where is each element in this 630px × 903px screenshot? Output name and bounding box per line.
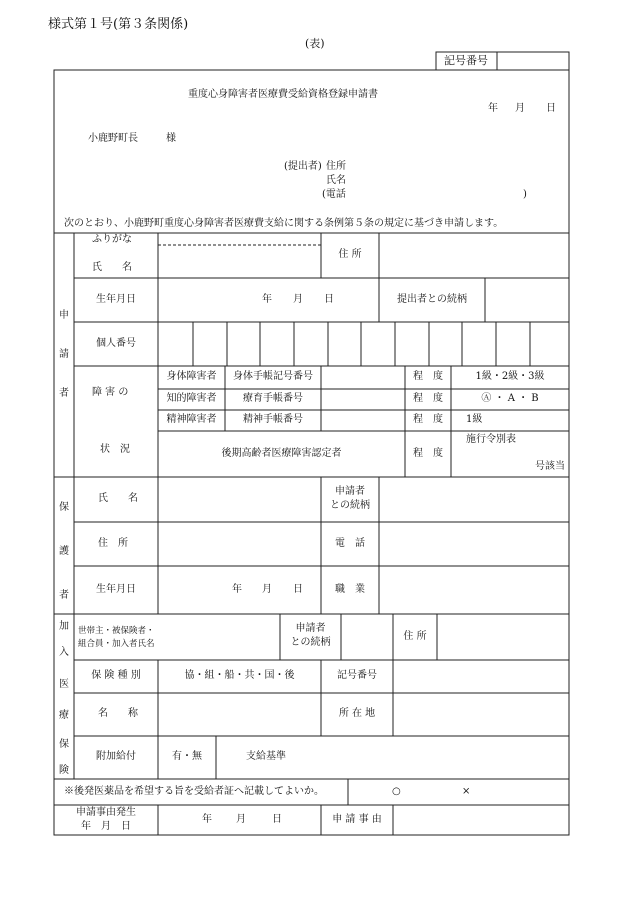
section-label-insurance-1: 加 <box>59 621 69 632</box>
guardian-occupation-label: 職 業 <box>335 584 365 595</box>
submitter-address-label: 住所 <box>326 161 346 172</box>
date-year: 年 <box>488 103 498 114</box>
date-day: 日 <box>546 103 556 114</box>
relation-to-submitter-label: 提出者との続柄 <box>397 294 467 305</box>
physical-book-label: 身体手帳記号番号 <box>233 371 313 382</box>
section-label-applicant-3: 者 <box>59 388 69 399</box>
guardian-relation-label-2: との続柄 <box>330 500 370 511</box>
additional-benefit-options: 有・無 <box>172 751 202 762</box>
application-reason-label: 申 請 事 由 <box>332 814 382 825</box>
physical-grade-options: 1級・2級・3級 <box>475 371 545 382</box>
my-number-label: 個人番号 <box>96 338 136 349</box>
applicant-address-label: 住 所 <box>338 249 362 260</box>
mental-grade-options: 1級 <box>466 414 483 425</box>
guardian-birth-month: 月 <box>262 584 272 595</box>
guardian-name-label: 氏 名 <box>98 493 138 504</box>
insurer-location-label: 所 在 地 <box>338 708 376 719</box>
insured-holder-label-1: 世帯主・被保険者・ <box>78 626 155 636</box>
section-label-insurance-3: 医 <box>59 679 69 690</box>
guardian-birth-label: 生年月日 <box>96 584 136 595</box>
form-number: 様式第１号(第３条関係) <box>48 17 189 32</box>
submitter-name-label: 氏名 <box>326 175 346 186</box>
page-side-label: (表) <box>305 37 325 50</box>
applicant-birth-day: 日 <box>324 294 334 305</box>
intellectual-book-label: 療育手帳番号 <box>243 393 303 404</box>
applicable-number-label: 号該当 <box>535 461 565 472</box>
insured-address-label: 住 所 <box>403 631 427 642</box>
insured-relation-label-2: との続柄 <box>290 637 331 648</box>
disability-label-1: 障 害 の <box>92 387 129 398</box>
disability-type-physical: 身体障害者 <box>166 371 217 382</box>
furigana-label: ふりがな <box>92 234 132 245</box>
reason-day: 日 <box>272 814 282 825</box>
application-statement: 次のとおり、小鹿野町重度心身障害者医療費支給に関する条例第５条の規定に基づき申請します。 <box>64 218 504 229</box>
section-label-guardian-1: 保 <box>59 502 69 513</box>
date-month: 月 <box>515 103 525 114</box>
disability-type-intellectual: 知的障害者 <box>166 393 217 404</box>
section-label-applicant-1: 申 <box>59 310 69 321</box>
insurance-kind-options: 協・組・船・共・国・後 <box>184 670 295 681</box>
section-label-guardian-2: 護 <box>59 546 69 557</box>
elderly-degree-label: 程 度 <box>413 448 443 459</box>
mental-degree-label: 程 度 <box>413 414 443 425</box>
generic-drug-no: × <box>462 786 471 797</box>
additional-benefit-label: 附加給付 <box>96 751 136 762</box>
reason-date-label-1: 申請事由発生 <box>76 807 136 818</box>
submitter-label: (提出者) <box>284 161 322 172</box>
honorific: 様 <box>166 133 176 144</box>
record-number-label: 記号番号 <box>444 54 488 67</box>
section-label-insurance-6: 険 <box>59 765 69 776</box>
applicant-name-label: 氏 名 <box>92 262 132 273</box>
guardian-phone-label: 電 話 <box>335 538 365 549</box>
generic-drug-yes: ○ <box>392 786 401 797</box>
guardian-relation-label-1: 申請者 <box>335 486 365 497</box>
intellectual-degree-label: 程 度 <box>413 393 443 404</box>
physical-degree-label: 程 度 <box>413 371 443 382</box>
insurance-kind-label: 保 険 種 別 <box>91 670 141 681</box>
applicant-birth-label: 生年月日 <box>96 294 136 305</box>
submitter-phone-close: ) <box>523 189 527 200</box>
disability-label-2: 状 況 <box>100 444 130 455</box>
applicant-birth-year: 年 <box>262 294 272 305</box>
section-label-insurance-2: 入 <box>59 647 69 658</box>
guardian-birth-day: 日 <box>293 584 303 595</box>
document-title: 重度心身障害者医療費受給資格登録申請書 <box>188 89 378 100</box>
section-label-insurance-5: 保 <box>59 739 69 750</box>
applicant-birth-month: 月 <box>293 294 303 305</box>
intellectual-grade-options: Ⓐ ・ A ・ B <box>481 393 539 404</box>
insurer-name-label: 名 称 <box>98 708 138 719</box>
generic-drug-question: ※後発医薬品を希望する旨を受給者証へ記載してよいか。 <box>64 786 324 797</box>
guardian-address-label: 住 所 <box>98 538 128 549</box>
benefit-criteria-label: 支給基準 <box>246 751 286 762</box>
mental-book-label: 精神手帳番号 <box>243 414 303 425</box>
submitter-phone-label: (電話 <box>322 189 346 200</box>
section-label-guardian-3: 者 <box>59 590 69 601</box>
addressee: 小鹿野町長 <box>88 133 138 144</box>
elderly-disability-label: 後期高齢者医療障害認定者 <box>221 448 342 459</box>
section-label-insurance-4: 療 <box>59 710 69 721</box>
reason-month: 月 <box>236 814 246 825</box>
insured-relation-label-1: 申請者 <box>295 623 326 634</box>
reason-date-label-2: 年 月 日 <box>81 821 131 832</box>
enforcement-table-label: 施行令別表 <box>466 434 516 445</box>
guardian-birth-year: 年 <box>232 584 242 595</box>
insured-holder-label-2: 組合員・加入者氏名 <box>78 639 155 649</box>
disability-type-mental: 精神障害者 <box>166 414 217 425</box>
section-label-applicant-2: 請 <box>59 349 69 360</box>
insurance-record-number-label: 記号番号 <box>337 670 377 681</box>
reason-year: 年 <box>202 814 212 825</box>
